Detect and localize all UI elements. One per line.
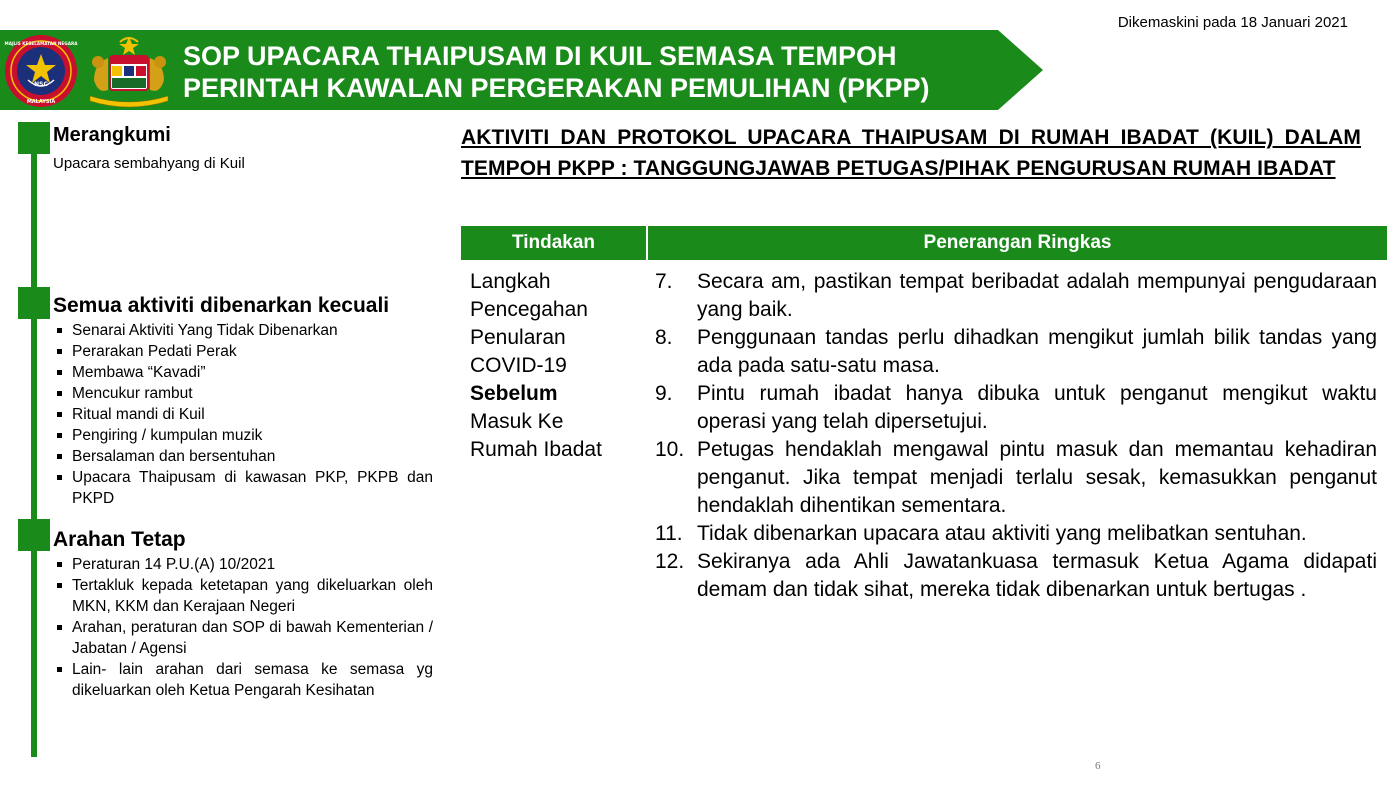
action-line: Langkah <box>470 270 551 293</box>
list-item: Lain- lain arahan dari semasa ke semasa yg dikeluarkan oleh Ketua Pengarah Kesihatan <box>53 659 433 701</box>
list-item: Mencukur rambut <box>53 383 433 404</box>
action-line: Pencegahan <box>470 298 588 321</box>
list-item: Ritual mandi di Kuil <box>53 404 433 425</box>
description-list <box>655 268 1377 604</box>
item-number: 9. <box>655 382 673 405</box>
item-text: Secara am, pastikan tempat beribadat adalah mempunyai pengudaraan yang baik. <box>697 270 1377 321</box>
list-item: Upacara Thaipusam di kawasan PKP, PKPB dan PKPD <box>53 467 433 509</box>
description-item <box>655 380 1377 436</box>
svg-text:MAJLIS KESELAMATAN NEGARA: MAJLIS KESELAMATAN NEGARA <box>4 41 78 46</box>
coat-of-arms-logo <box>80 34 178 108</box>
description-item <box>655 268 1377 324</box>
list-item: Tertakluk kepada ketetapan yang dikeluarkan oleh MKN, KKM dan Kerajaan Negeri <box>53 575 433 617</box>
directives-list <box>53 554 433 701</box>
updated-date: Dikemaskini pada 18 Januari 2021 <box>1117 14 1348 31</box>
list-item: Bersalaman dan bersentuhan <box>53 446 433 467</box>
item-text: Petugas hendaklah mengawal pintu masuk dan memantau kehadiran penganut. Jika tempat menjadi terlalu sesak, kemasukkan penganut hendaklah dihentikan sementara. <box>697 438 1377 517</box>
description-item <box>655 520 1377 548</box>
action-cell <box>470 268 640 464</box>
item-text: Sekiranya ada Ahli Jawatankuasa termasuk Ketua Agama didapati demam dan tidak sihat, mereka tidak dibenarkan untuk bertugas . <box>697 550 1377 601</box>
timeline-marker-directives <box>18 519 50 551</box>
banner-title-line-2: PERINTAH KAWALAN PERGERAKAN PEMULIHAN (PKPP) <box>183 73 930 103</box>
banner-title-line-1: SOP UPACARA THAIPUSAM DI KUIL SEMASA TEMPOH <box>183 41 897 71</box>
page-number: 6 <box>1095 760 1101 772</box>
section-heading: AKTIVITI DAN PROTOKOL UPACARA THAIPUSAM DI RUMAH IBADAT (KUIL) DALAM TEMPOH PKPP : TANGGUNGJAWAB PETUGAS/PIHAK PENGURUSAN RUMAH IBADAT <box>461 126 1361 180</box>
item-number: 10. <box>655 438 685 461</box>
timeline-bar <box>31 122 37 757</box>
summary-title: Merangkumi <box>53 124 171 146</box>
timeline-marker-exceptions <box>18 287 50 319</box>
column-header-action: Tindakan <box>461 226 646 260</box>
item-number: 8. <box>655 326 673 349</box>
description-item <box>655 548 1377 604</box>
summary-text: Upacara sembahyang di Kuil <box>53 155 245 172</box>
action-line: Masuk Ke <box>470 410 564 433</box>
action-line: Rumah Ibadat <box>470 438 602 461</box>
item-number: 12. <box>655 550 685 573</box>
svg-text:NSC: NSC <box>34 81 48 88</box>
item-number: 11. <box>655 522 683 545</box>
banner-title <box>183 40 1023 104</box>
item-text: Pintu rumah ibadat hanya dibuka untuk penganut mengikut waktu operasi yang telah dipersetujui. <box>697 382 1377 433</box>
action-line: Penularan <box>470 326 566 349</box>
action-line: Sebelum <box>470 382 558 405</box>
item-text: Tidak dibenarkan upacara atau aktiviti yang melibatkan sentuhan. <box>697 522 1307 545</box>
list-item: Peraturan 14 P.U.(A) 10/2021 <box>53 554 433 575</box>
action-line: COVID-19 <box>470 354 567 377</box>
nsc-logo <box>4 34 78 108</box>
column-header-description: Penerangan Ringkas <box>648 226 1387 260</box>
list-item: Pengiring / kumpulan muzik <box>53 425 433 446</box>
list-item: Senarai Aktiviti Yang Tidak Dibenarkan <box>53 320 433 341</box>
item-text: Penggunaan tandas perlu dihadkan mengikut jumlah bilik tandas yang ada pada satu-satu masa. <box>697 326 1377 377</box>
svg-text:MALAYSIA: MALAYSIA <box>26 99 56 105</box>
exceptions-list <box>53 320 433 509</box>
exceptions-title: Semua aktiviti dibenarkan kecuali <box>53 294 390 317</box>
list-item: Membawa “Kavadi” <box>53 362 433 383</box>
timeline-marker-summary <box>18 122 50 154</box>
directives-title: Arahan Tetap <box>53 528 186 551</box>
item-number: 7. <box>655 270 673 293</box>
description-item <box>655 436 1377 520</box>
list-item: Arahan, peraturan dan SOP di bawah Kementerian / Jabatan / Agensi <box>53 617 433 659</box>
description-item <box>655 324 1377 380</box>
list-item: Perarakan Pedati Perak <box>53 341 433 362</box>
